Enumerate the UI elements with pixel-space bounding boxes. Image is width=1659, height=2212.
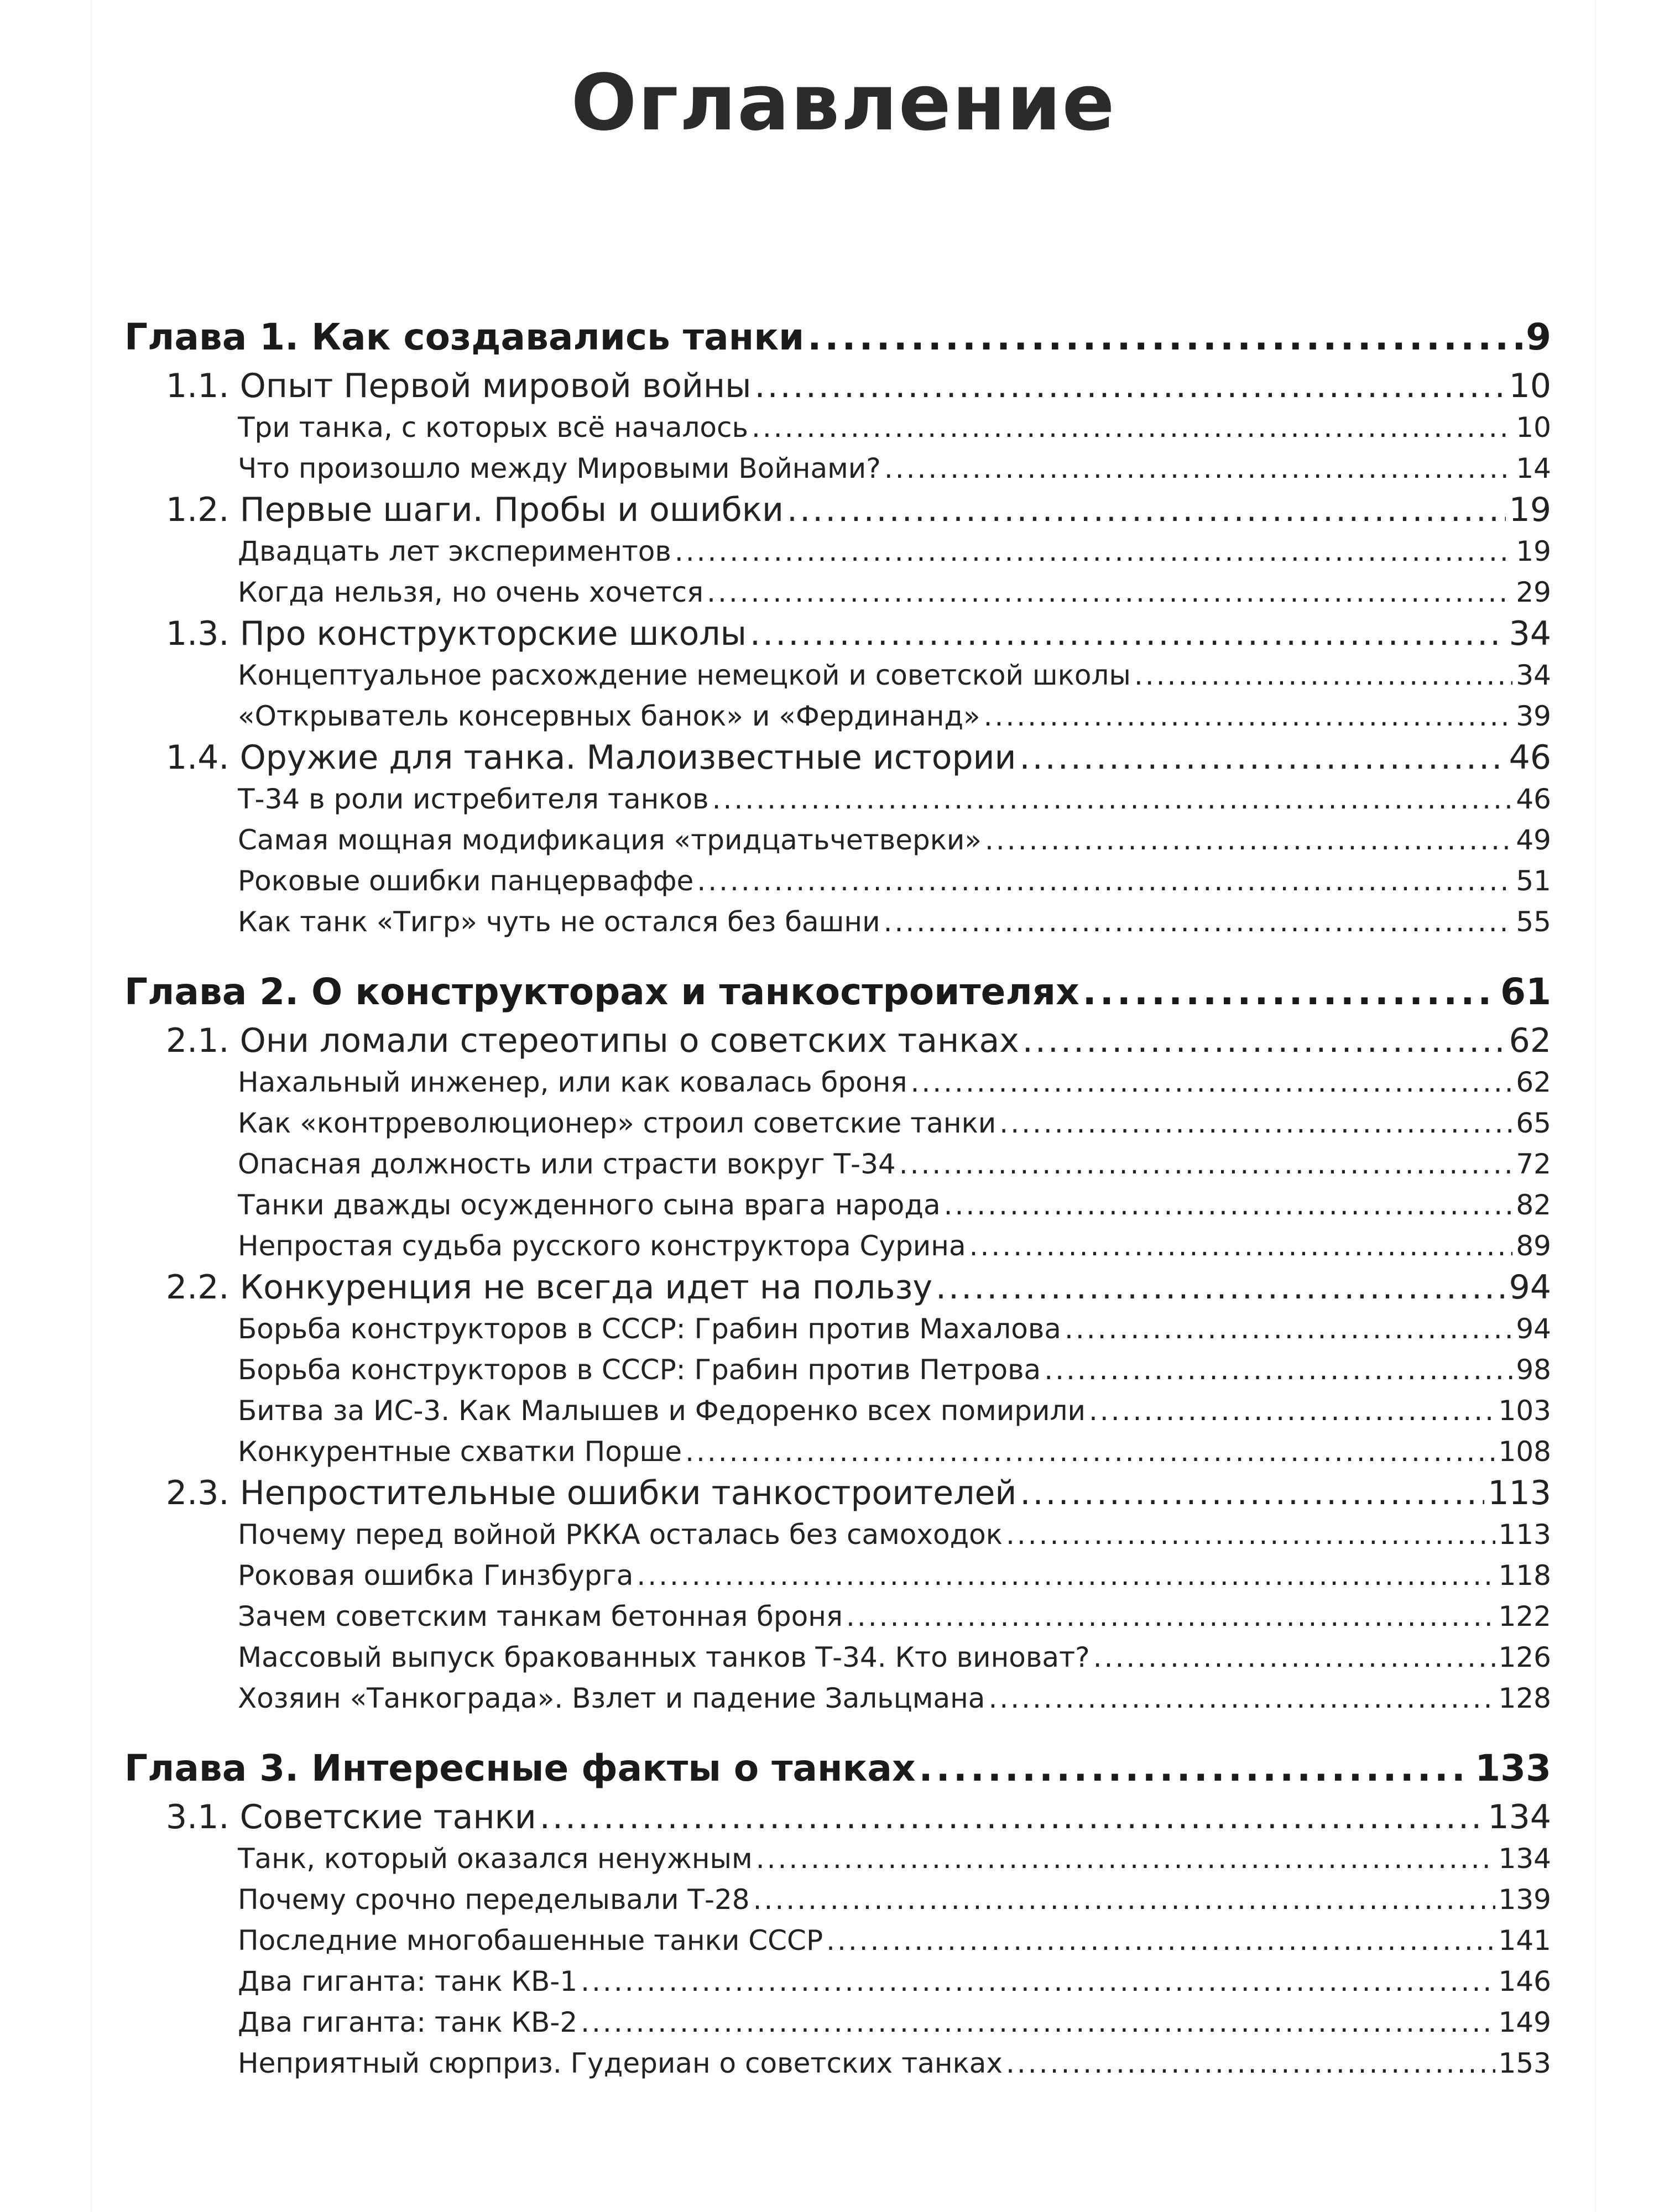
toc-topic-title: Опасная должность или страсти вокруг Т-34 — [238, 1148, 896, 1180]
toc-page-number: 113 — [1488, 1474, 1551, 1512]
toc-page-number: 122 — [1498, 1600, 1551, 1632]
toc-chapter-title: Глава 2. О конструкторах и танкостроителях — [124, 971, 1079, 1013]
toc-page-number: 34 — [1516, 659, 1551, 691]
toc-section-row — [124, 613, 1551, 655]
toc-chapter-title: Глава 3. Интересные факты о танках — [124, 1747, 916, 1790]
toc-topic-title: Зачем советским танкам бетонная броня — [238, 1600, 843, 1632]
toc-topic-row — [124, 1678, 1551, 1719]
toc-section-title: 2.2. Конкуренция не всегда идет на пользу — [166, 1268, 932, 1307]
toc-page-number: 108 — [1498, 1436, 1551, 1468]
dot-leader — [1006, 2043, 1495, 2084]
toc-topic-title: Хозяин «Танкограда». Взлет и падение Зальцмана — [238, 1682, 985, 1714]
toc-page-number: 126 — [1498, 1641, 1551, 1673]
dot-leader — [707, 572, 1512, 613]
toc-topic-row — [124, 1838, 1551, 1879]
toc-topic-title: «Открыватель консервных банок» и «Фердинанд» — [238, 700, 980, 732]
toc-page-number: 29 — [1516, 576, 1551, 608]
toc-section-title: 2.3. Непростительные ошибки танкостроителей — [166, 1474, 1017, 1512]
toc-page-number: 46 — [1509, 738, 1551, 777]
toc-section-title: 1.3. Про конструкторские школы — [166, 614, 747, 653]
toc-chapter-row — [124, 964, 1551, 1020]
chapter-gap — [124, 942, 1551, 964]
toc-page-number: 134 — [1488, 1798, 1551, 1837]
toc-topic-title: Роковая ошибка Гинзбурга — [238, 1559, 634, 1592]
toc-topic-row — [124, 407, 1551, 448]
toc-topic-row — [124, 860, 1551, 901]
toc-topic-title: Два гиганта: танк КВ-2 — [238, 2006, 578, 2038]
toc-page-number: 141 — [1498, 1924, 1551, 1957]
toc-section-row — [124, 1266, 1551, 1308]
toc-topic-title: Массовый выпуск бракованных танков Т-34. Кто виноват? — [238, 1641, 1090, 1673]
dot-leader — [944, 1185, 1513, 1225]
dot-leader — [637, 1555, 1495, 1596]
dot-leader — [988, 1678, 1495, 1719]
toc-page-number: 19 — [1516, 535, 1551, 567]
dot-leader — [1083, 964, 1498, 1020]
toc-topic-row — [124, 572, 1551, 613]
toc-page-number: 72 — [1516, 1148, 1551, 1180]
toc-topic-row — [124, 655, 1551, 696]
toc-section-title: 2.1. Они ломали стереотипы о советских танках — [166, 1021, 1019, 1060]
toc-topic-row — [124, 1431, 1551, 1472]
toc-section-title: 1.1. Опыт Первой мировой войны — [166, 367, 752, 405]
dot-leader — [540, 1796, 1485, 1838]
dot-leader — [750, 613, 1506, 655]
toc-topic-title: Борьба конструкторов в СССР: Грабин против Петрова — [238, 1354, 1041, 1386]
toc-topic-row — [124, 1920, 1551, 1961]
toc-topic-title: Три танка, с которых всё началось — [238, 411, 748, 444]
dot-leader — [884, 901, 1513, 942]
dot-leader — [985, 820, 1512, 860]
dot-leader — [1020, 1472, 1484, 1514]
toc-topic-title: Непростая судьба русского конструктора Сурина — [238, 1230, 966, 1262]
toc-page-number: 61 — [1500, 971, 1551, 1013]
toc-page-number: 146 — [1498, 1965, 1551, 1997]
toc-page-number: 133 — [1475, 1747, 1551, 1790]
dot-leader — [581, 2002, 1495, 2043]
dot-leader — [756, 1838, 1495, 1879]
dot-leader — [712, 779, 1513, 820]
toc-page-number: 128 — [1498, 1682, 1551, 1714]
toc-page-number: 39 — [1516, 700, 1551, 732]
dot-leader — [919, 1741, 1472, 1796]
page-title: Оглавление — [571, 58, 1116, 148]
toc-topic-row — [124, 531, 1551, 572]
dot-leader — [1022, 1020, 1506, 1062]
toc-topic-title: Что произошло между Мировыми Войнами? — [238, 452, 881, 484]
dot-leader — [1093, 1637, 1495, 1678]
toc-page-number: 139 — [1498, 1884, 1551, 1916]
dot-leader — [826, 1920, 1495, 1961]
toc-topic-title: Двадцать лет экспериментов — [238, 535, 671, 567]
toc-topic-title: Самая мощная модификация «тридцатьчетверки» — [238, 824, 982, 856]
toc-topic-row — [124, 1308, 1551, 1349]
chapter-gap — [124, 1719, 1551, 1741]
toc-page-number: 34 — [1509, 614, 1551, 653]
dot-leader — [1006, 1514, 1495, 1555]
toc-topic-row — [124, 1390, 1551, 1431]
dot-leader — [787, 489, 1506, 531]
toc-page-number: 49 — [1516, 824, 1551, 856]
toc-topic-row — [124, 1103, 1551, 1144]
dot-leader — [846, 1596, 1495, 1637]
toc-page-number: 46 — [1516, 783, 1551, 815]
toc-page-number: 9 — [1526, 316, 1551, 358]
dot-leader — [999, 1103, 1512, 1144]
toc-page-number: 118 — [1498, 1559, 1551, 1592]
toc-section-row — [124, 489, 1551, 531]
toc-page-number: 14 — [1516, 452, 1551, 484]
toc-topic-row — [124, 901, 1551, 942]
toc-page-number: 149 — [1498, 2006, 1551, 2038]
toc-page-number: 89 — [1516, 1230, 1551, 1262]
toc-section-row — [124, 737, 1551, 779]
dot-leader — [1089, 1390, 1495, 1431]
toc-topic-title: Два гиганта: танк КВ-1 — [238, 1965, 578, 1997]
dot-leader — [910, 1062, 1512, 1103]
toc-page-number: 94 — [1509, 1268, 1551, 1307]
toc-page-number: 98 — [1516, 1354, 1551, 1386]
toc-section-row — [124, 1020, 1551, 1062]
dot-leader — [675, 531, 1513, 572]
toc-topic-row — [124, 2002, 1551, 2043]
toc-page-number: 51 — [1516, 865, 1551, 897]
toc-chapter-row — [124, 1741, 1551, 1796]
toc-topic-title: Концептуальное расхождение немецкой и советской школы — [238, 659, 1131, 691]
toc-topic-row — [124, 448, 1551, 489]
toc-topic-title: Роковые ошибки панцерваффе — [238, 865, 694, 897]
toc-topic-row — [124, 1144, 1551, 1185]
toc-topic-title: Т-34 в роли истребителя танков — [238, 783, 709, 815]
toc-chapter-row — [124, 310, 1551, 365]
toc-topic-row — [124, 1879, 1551, 1920]
toc-topic-title: Последние многобашенные танки СССР — [238, 1924, 823, 1957]
toc-page-number: 153 — [1498, 2047, 1551, 2079]
toc-topic-title: Когда нельзя, но очень хочется — [238, 576, 704, 608]
dot-leader — [1065, 1308, 1512, 1349]
toc-topic-row — [124, 1185, 1551, 1225]
toc-page-number: 103 — [1498, 1395, 1551, 1427]
toc-page-number: 62 — [1509, 1021, 1551, 1060]
dot-leader — [899, 1144, 1513, 1185]
toc-topic-title: Танк, который оказался ненужным — [238, 1843, 753, 1875]
toc-section-row — [124, 1796, 1551, 1838]
dot-leader — [685, 1431, 1495, 1472]
toc-topic-row — [124, 1637, 1551, 1678]
toc-topic-title: Почему перед войной РККА осталась без самоходок — [238, 1519, 1003, 1551]
dot-leader — [884, 448, 1513, 489]
toc-section-title: 3.1. Советские танки — [166, 1798, 536, 1837]
toc-topic-title: Конкурентные схватки Порше — [238, 1436, 682, 1468]
toc-topic-row — [124, 1225, 1551, 1266]
toc-topic-row — [124, 1596, 1551, 1637]
dot-leader — [752, 407, 1512, 448]
toc-topic-title: Почему срочно переделывали Т-28 — [238, 1884, 750, 1916]
dot-leader — [1020, 737, 1506, 779]
toc-page-number: 10 — [1509, 367, 1551, 405]
table-of-contents — [124, 310, 1551, 2084]
toc-page-number: 94 — [1516, 1313, 1551, 1345]
toc-topic-row — [124, 1961, 1551, 2002]
toc-topic-title: Как «контрреволюционер» строил советские танки — [238, 1107, 997, 1139]
toc-topic-row — [124, 779, 1551, 820]
toc-topic-row — [124, 1514, 1551, 1555]
toc-topic-row — [124, 1349, 1551, 1390]
toc-topic-title: Как танк «Тигр» чуть не остался без башни — [238, 906, 880, 938]
dot-leader — [1044, 1349, 1512, 1390]
book-page — [91, 0, 1595, 2212]
toc-topic-title: Борьба конструкторов в СССР: Грабин против Махалова — [238, 1313, 1061, 1345]
toc-topic-title: Танки дважды осужденного сына врага народа — [238, 1189, 941, 1221]
toc-page-number: 65 — [1516, 1107, 1551, 1139]
toc-topic-row — [124, 1062, 1551, 1103]
dot-leader — [755, 365, 1506, 407]
toc-page-number: 82 — [1516, 1189, 1551, 1221]
toc-topic-title: Нахальный инженер, или как ковалась броня — [238, 1066, 907, 1098]
dot-leader — [936, 1266, 1506, 1308]
dot-leader — [697, 860, 1512, 901]
dot-leader — [753, 1879, 1495, 1920]
dot-leader — [581, 1961, 1495, 2002]
toc-topic-row — [124, 696, 1551, 737]
toc-section-title: 1.4. Оружие для танка. Малоизвестные истории — [166, 738, 1016, 777]
toc-topic-row — [124, 1555, 1551, 1596]
toc-page-number: 10 — [1516, 411, 1551, 444]
dot-leader — [807, 310, 1522, 365]
dot-leader — [984, 696, 1513, 737]
toc-topic-row — [124, 820, 1551, 860]
dot-leader — [969, 1225, 1513, 1266]
toc-chapter-title: Глава 1. Как создавались танки — [124, 316, 805, 358]
toc-section-row — [124, 365, 1551, 407]
toc-section-row — [124, 1472, 1551, 1514]
toc-page-number: 134 — [1498, 1843, 1551, 1875]
toc-page-number: 19 — [1509, 491, 1551, 529]
toc-topic-title: Неприятный сюрприз. Гудериан о советских танках — [238, 2047, 1003, 2079]
dot-leader — [1134, 655, 1513, 696]
toc-page-number: 113 — [1498, 1519, 1551, 1551]
toc-page-number: 55 — [1516, 906, 1551, 938]
toc-topic-row — [124, 2043, 1551, 2084]
toc-section-title: 1.2. Первые шаги. Пробы и ошибки — [166, 491, 784, 529]
toc-page-number: 62 — [1516, 1066, 1551, 1098]
toc-topic-title: Битва за ИС-3. Как Малышев и Федоренко всех помирили — [238, 1395, 1086, 1427]
